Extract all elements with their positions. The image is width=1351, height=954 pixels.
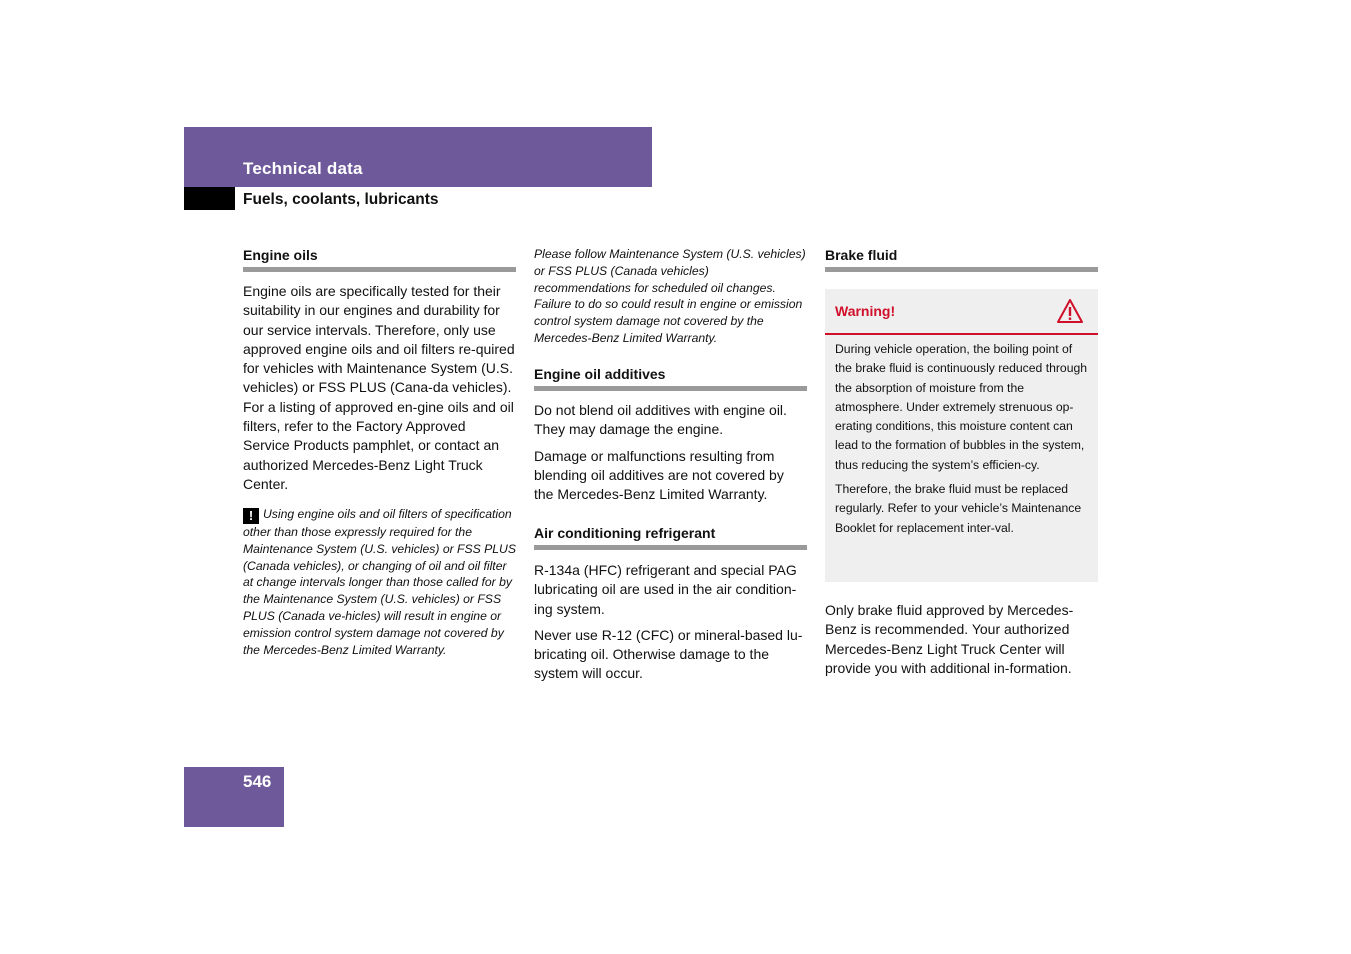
section-title: Fuels, coolants, lubricants: [243, 191, 439, 208]
warning-triangle-icon: [1056, 298, 1084, 324]
heading-rule: [825, 267, 1098, 272]
ac-refrigerant-body: R-134a (HFC) refrigerant and special PAG lubricating oil are used in the air condition-ing system. Never use R-12 (CFC) or mineral-based lu-bricating oil. Otherwise damage to the system will occur.: [534, 562, 803, 682]
oil-additives-body: Do not blend oil additives with engine oil. They may damage the engine. Damage or malfunctions resulting from blending oil additives are not covered by the Mercedes-Benz Limited Warranty.: [534, 402, 787, 503]
heading-rule: [243, 267, 516, 272]
ac-refrigerant-heading: Air conditioning refrigerant: [534, 524, 807, 550]
chapter-title: Technical data: [243, 159, 363, 178]
warning-box: [825, 289, 1098, 582]
brake-fluid-body: Only brake fluid approved by Mercedes-Benz is recommended. Your authorized Mercedes-Benz Light Truck Center will provide you with additional in-formation.: [825, 602, 1074, 676]
heading-rule: [534, 545, 807, 550]
engine-oils-note: ! Using engine oils and oil filters of specification other than those expressly required for the Maintenance System (U.S. vehicles) or FSS PLUS (Canada vehicles), or changing of oil and oil filter at change intervals longer than those called for by the Maintenance System (U.S. vehicles) or FSS PLUS (Canada ve-hicles) will result in engine or emission control system damage not covered by the Mercedes-Benz Limited Warranty.: [243, 507, 516, 657]
engine-oils-heading: Engine oils: [243, 246, 516, 272]
exclamation-icon: !: [243, 508, 259, 524]
warning-title: Warning!: [835, 303, 896, 319]
oil-additives-heading: Engine oil additives: [534, 365, 807, 391]
section-marker: [184, 187, 235, 210]
page-number: 546: [243, 772, 272, 791]
warning-text: During vehicle operation, the boiling point of the brake fluid is continuously reduced through the absorption of moisture from the atmosphere. Under extremely strenuous op-erating conditions, this moisture content can lead to the formation of bubbles in the system, thus reducing the system’s efficien-cy. Therefore, the brake fluid must be replaced regularly. Refer to your vehicle’s Maintenance Booklet for replacement inter-val.: [835, 342, 1088, 535]
oil-change-note: Please follow Maintenance System (U.S. vehicles) or FSS PLUS (Canada vehicles) recommendations for scheduled oil changes. Failure to do so could result in engine or emission control system damage not covered by the Mercedes-Benz Limited Warranty.: [534, 247, 806, 345]
warning-rule: [825, 333, 1098, 335]
heading-rule: [534, 386, 807, 391]
engine-oils-body: Engine oils are specifically tested for their suitability in our engines and durability for our service intervals. Therefore, only use approved engine oils and oil filters re-quired for vehicles with Maintenance System (U.S. vehicles) or FSS PLUS (Cana-da vehicles). For a listing of approved en-gine oils and oil filters, refer to the Factory Approved Service Products pamphlet, or contact an authorized Mercedes-Benz Light Truck Center.: [243, 283, 515, 492]
brake-fluid-heading: Brake fluid: [825, 246, 1098, 272]
